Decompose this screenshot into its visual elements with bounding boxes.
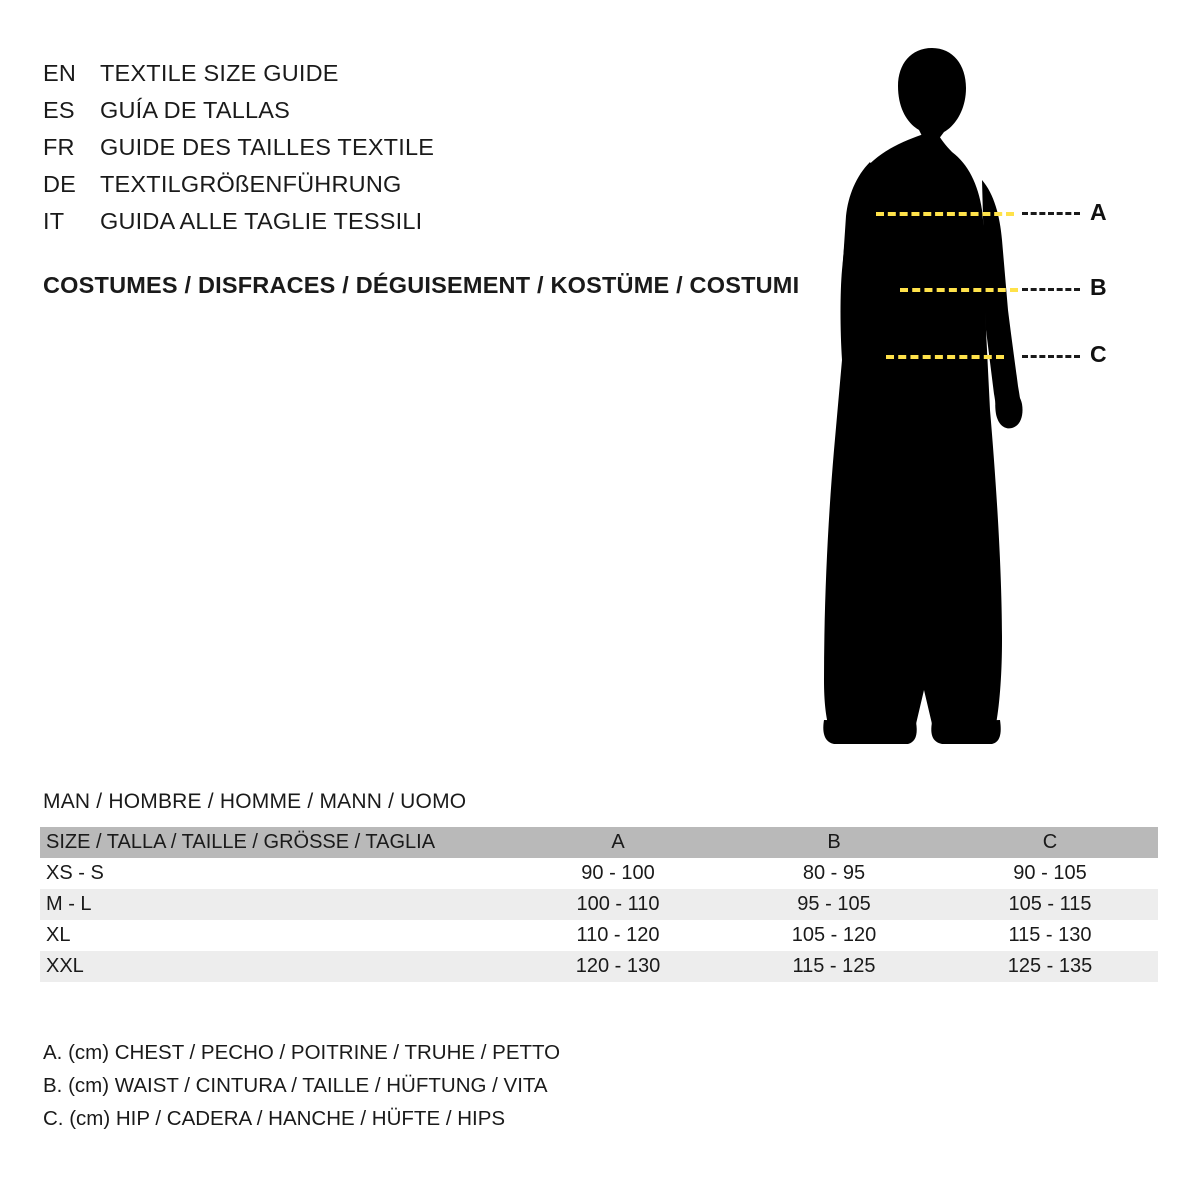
note-chest: A. (cm) CHEST / PECHO / POITRINE / TRUHE / PETTO	[43, 1041, 561, 1064]
chest-measure-leader	[1022, 212, 1080, 215]
language-title: TEXTILE SIZE GUIDE	[100, 60, 339, 86]
hip-measure-line	[886, 355, 1004, 359]
cell-hip: 105 - 115	[1008, 893, 1092, 915]
table-row	[40, 920, 1158, 951]
category-line: COSTUMES / DISFRACES / DÉGUISEMENT / KOSTÜME / COSTUMI	[43, 272, 800, 298]
language-code: DE	[43, 171, 77, 197]
language-code: ES	[43, 97, 75, 123]
cell-waist: 95 - 105	[797, 893, 871, 915]
cell-chest: 100 - 110	[576, 893, 660, 915]
column-header-size: SIZE / TALLA / TAILLE / GRÖSSE / TAGLIA	[46, 831, 436, 853]
cell-size: M - L	[46, 893, 92, 915]
size-table-body	[40, 858, 1158, 982]
waist-measure-line	[900, 288, 1018, 292]
language-row	[43, 97, 803, 134]
table-row	[40, 889, 1158, 920]
table-row	[40, 858, 1158, 889]
cell-size: XS - S	[46, 862, 104, 884]
cell-chest: 90 - 100	[581, 862, 655, 884]
measure-label-b: B	[1090, 274, 1107, 300]
silhouette-svg	[820, 30, 1150, 750]
body-silhouette	[820, 30, 1150, 750]
cell-size: XXL	[46, 955, 84, 977]
cell-hip: 115 - 130	[1008, 924, 1092, 946]
column-header-b: B	[827, 831, 841, 853]
chest-measure-line	[876, 212, 1014, 216]
measure-label-a: A	[1090, 199, 1107, 225]
language-row	[43, 60, 803, 97]
language-code: FR	[43, 134, 75, 160]
cell-chest: 120 - 130	[575, 955, 661, 977]
cell-waist: 115 - 125	[792, 955, 876, 977]
waist-measure-leader	[1022, 288, 1080, 291]
language-title-list	[43, 60, 803, 245]
cell-hip: 90 - 105	[1013, 862, 1087, 884]
language-title: GUÍA DE TALLAS	[100, 97, 291, 123]
cell-hip: 125 - 135	[1007, 955, 1093, 977]
language-code: EN	[43, 60, 77, 86]
hip-measure-leader	[1022, 355, 1080, 358]
language-title: TEXTILGRÖßENFÜHRUNG	[100, 171, 402, 197]
column-header-a: A	[611, 831, 625, 853]
language-row	[43, 134, 803, 171]
note-hip: C. (cm) HIP / CADERA / HANCHE / HÜFTE / HIPS	[43, 1107, 506, 1130]
column-header-c: C	[1042, 831, 1058, 853]
cell-waist: 105 - 120	[791, 924, 877, 946]
language-row	[43, 208, 803, 245]
cell-waist: 80 - 95	[802, 862, 866, 884]
table-header-row	[40, 827, 1158, 858]
note-waist: B. (cm) WAIST / CINTURA / TAILLE / HÜFTUNG / VITA	[43, 1074, 548, 1097]
measure-label-c: C	[1090, 341, 1107, 367]
measurement-notes	[43, 1036, 560, 1135]
language-title: GUIDE DES TAILLES TEXTILE	[100, 134, 435, 160]
language-title: GUIDA ALLE TAGLIE TESSILI	[100, 208, 423, 234]
size-table	[40, 827, 1158, 982]
language-row	[43, 171, 803, 208]
language-code: IT	[43, 208, 65, 234]
cell-chest: 110 - 120	[576, 924, 660, 946]
table-caption: MAN / HOMBRE / HOMME / MANN / UOMO	[43, 790, 467, 813]
size-table-head	[40, 827, 1158, 858]
cell-size: XL	[46, 924, 71, 946]
table-row	[40, 951, 1158, 982]
